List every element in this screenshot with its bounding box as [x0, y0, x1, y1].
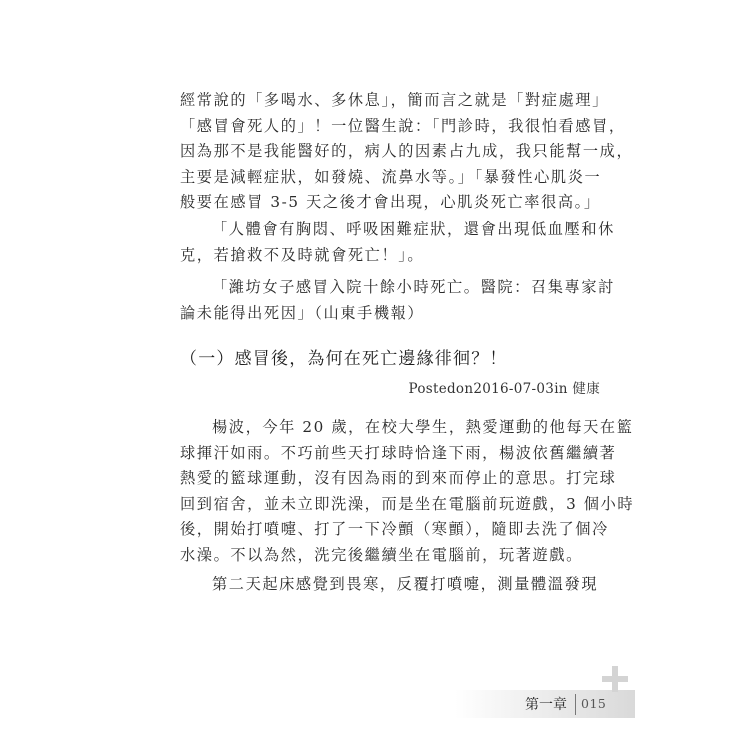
paragraph-next-day: [180, 572, 599, 598]
text-line: 「濰坊女子感冒入院十餘小時死亡。醫院：召集專家討: [212, 278, 615, 296]
text-line: 後，開始打噴嚏、打了一下冷顫（寒顫），隨即去洗了個冷: [180, 520, 609, 539]
plus-icon: [602, 666, 628, 692]
text-line: 第二天起床感覺到畏寒，反覆打噴嚏，測量體溫發現: [212, 575, 599, 593]
page-number: 015: [581, 696, 607, 711]
paragraph-news: [180, 275, 615, 326]
text-line: 回到宿舍，並未立即洗澡，而是坐在電腦前玩遊戲，3 個小時: [180, 494, 635, 513]
text-line: 熱愛的籃球運動，沒有因為雨的到來而停止的意思。打完球: [180, 469, 617, 488]
posted-date: Postedon2016-07-03in 健康: [408, 381, 600, 397]
text-line: 克，若搶救不及時就會死亡！」。: [180, 245, 425, 264]
text-line: 般要在感冒 3-5 天之後才會出現，心肌炎死亡率很高。」: [180, 193, 601, 212]
text-line: 主要是減輕症狀，如發燒、流鼻水等。」「暴發性心肌炎一: [180, 167, 602, 186]
section-heading: （一）感冒後，為何在死亡邊緣徘徊？！: [180, 349, 508, 369]
footer-divider: [575, 694, 576, 715]
paragraph-quote-doctor: [180, 88, 634, 216]
paragraph-symptoms: [180, 217, 615, 268]
text-line: 論未能得出死因」（山東手機報）: [180, 303, 425, 322]
paragraph-story: [180, 415, 635, 569]
text-line: 球揮汗如雨。不巧前些天打球時恰逢下雨，楊波依舊繼續著: [180, 443, 617, 462]
text-line: 經常說的「多喝水、多休息」，簡而言之就是「對症處理」: [180, 91, 609, 109]
chapter-label: 第一章: [525, 697, 567, 713]
text-line: 楊波，今年 20 歲，在校大學生，熱愛運動的他每天在籃: [212, 418, 634, 436]
text-line: 水澡。不以為然，洗完後繼續坐在電腦前，玩著遊戲。: [180, 545, 583, 564]
text-line: 因為那不是我能醫好的，病人的因素占九成，我只能幫一成，: [180, 142, 634, 161]
text-line: 「感冒會死人的」！一位醫生說：「門診時，我很怕看感冒，: [180, 116, 626, 135]
text-line: 「人體會有胸悶、呼吸困難症狀，還會出現低血壓和休: [212, 220, 615, 238]
